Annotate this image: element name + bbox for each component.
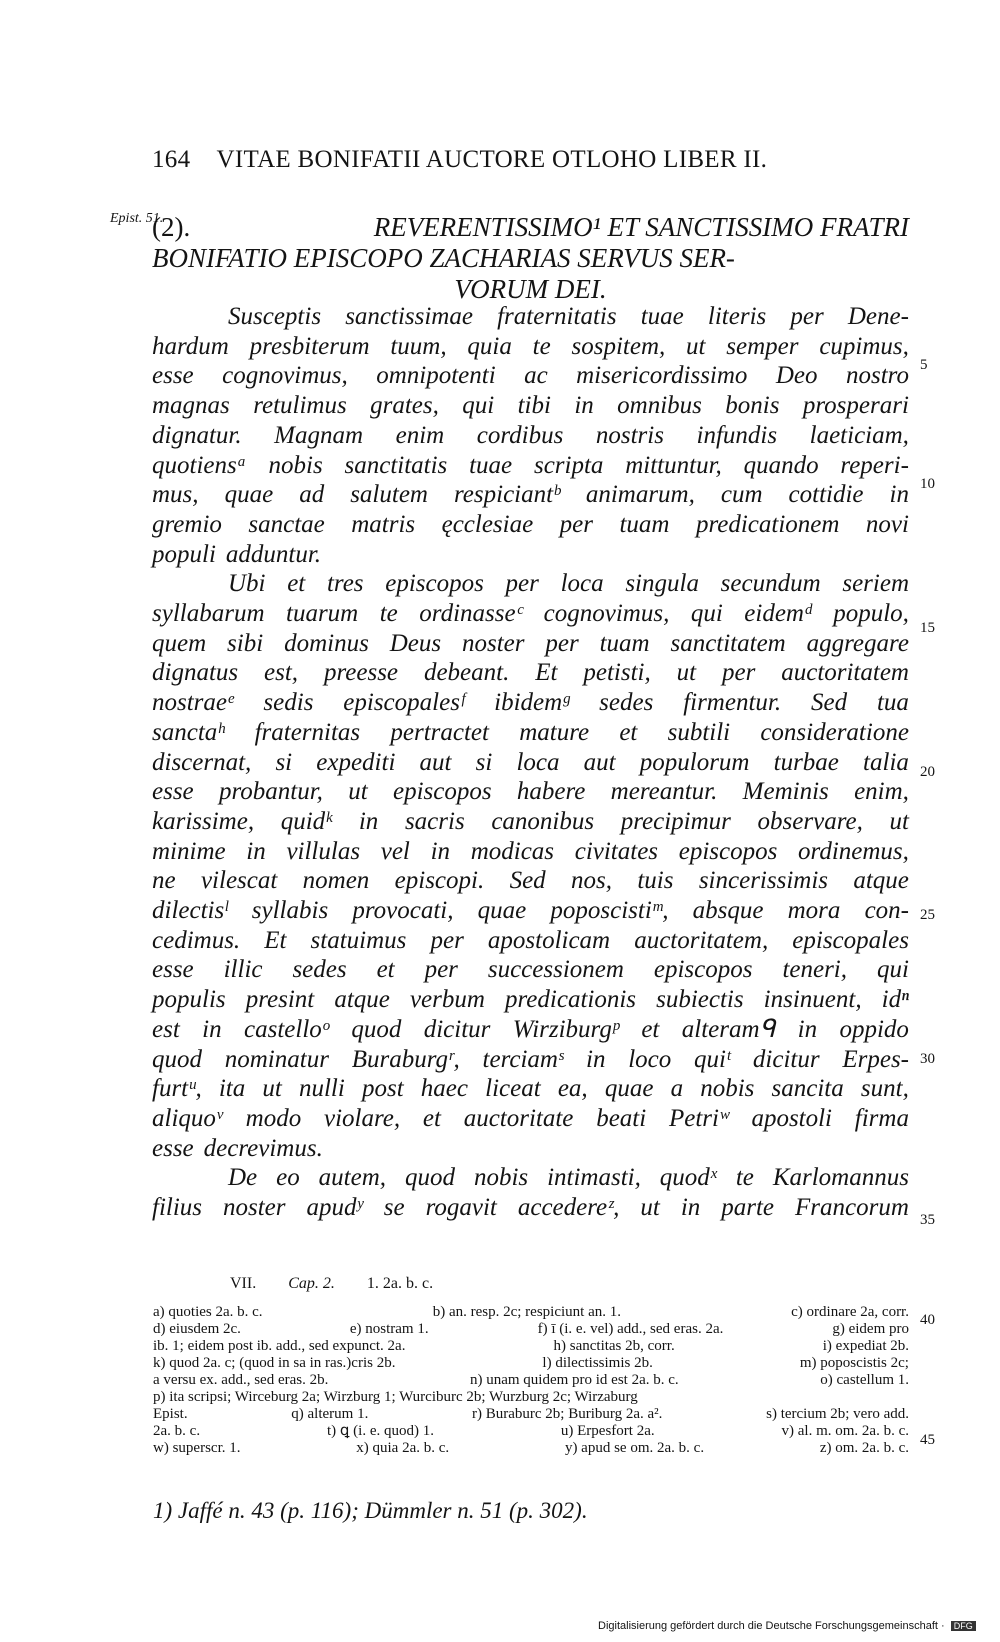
credit-text: Digitalisierung gefördert durch die Deutsche Forschungsgemeinschaft · bbox=[598, 1620, 945, 1632]
text-line: esse decrevimus. bbox=[152, 1134, 323, 1162]
text-line: gremio sanctae matris ęcclesiae per tuam predicationem novi bbox=[152, 510, 909, 538]
running-title: VITAE BONIFATII AUCTORE OTLOHO LIBER II. bbox=[216, 146, 768, 173]
text-line: ne vilescat nomen episcopi. Sed nos, tuis sincerissimis atque bbox=[152, 867, 909, 895]
text-line: hardum presbiterum tuum, quia te sospitem, ut semper cupimus, bbox=[152, 332, 909, 360]
apparatus-line: p) ita scripsi; Wirceburg 2a; Wirzburg 1; Wurciburc 2b; Wurzburg 2c; Wirzaburg bbox=[153, 1389, 638, 1405]
line-number: 35 bbox=[920, 1212, 935, 1228]
text-line: quod nominatur Buraburgʳ, terciamˢ in loco quiᵗ dicitur Erpes- bbox=[152, 1045, 909, 1073]
text-line: aliquoᵛ modo violare, et auctoritate beati Petriʷ apostoli firma bbox=[152, 1104, 909, 1132]
text-line: minime in villulas vel in modicas civitates episcopos ordinemus, bbox=[152, 837, 909, 865]
apparatus-line: 2a. b. c. t) ꝗ (i. e. quod) 1. u) Erpesfort 2a. v) al. m. om. 2a. b. c. bbox=[153, 1423, 909, 1439]
text-line: quem sibi dominus Deus noster per tuam sanctitatem aggregare bbox=[152, 629, 909, 657]
footnote: 1) Jaffé n. 43 (p. 116); Dümmler n. 51 (p. 302). bbox=[153, 1498, 588, 1523]
title-line bbox=[152, 243, 909, 274]
letter-title bbox=[152, 212, 909, 305]
apparatus-line: d) eiusdem 2c. e) nostram 1. f) ī (i. e. vel) add., sed eras. 2a. g) eidem pro bbox=[153, 1321, 909, 1337]
apparatus-line: ib. 1; eidem post ib. add., sed expunct. 2a. h) sanctitas 2b, corr. i) expediat 2b. bbox=[153, 1338, 909, 1354]
text-line: nostraeᵉ sedis episcopalesᶠ ibidemᵍ sedes firmentur. Sed tua bbox=[152, 689, 909, 717]
margin-reference: Epist. 51. bbox=[110, 211, 164, 226]
line-number: 5 bbox=[920, 357, 928, 373]
apparatus-line: a versu ex. add., sed eras. 2b. n) unam quidem pro id est 2a. b. c. o) castellum 1. bbox=[153, 1372, 909, 1388]
line-number: 25 bbox=[920, 907, 935, 923]
text-line: cedimus. Et statuimus per apostolicam auctoritatem, episcopales bbox=[152, 926, 909, 954]
text-line: dignatus est, preesse debeant. Et petisti, ut per auctoritatem bbox=[152, 659, 909, 687]
text-line: magnas retulimus grates, qui tibi in omnibus bonis prosperari bbox=[152, 392, 909, 420]
line-number: 40 bbox=[920, 1312, 935, 1328]
apparatus-line: w) superscr. 1. x) quia 2a. b. c. y) apud se om. 2a. b. c. z) om. 2a. b. c. bbox=[153, 1440, 909, 1456]
apparatus-line: Epist. q) alterum 1. r) Buraburc 2b; Buriburg 2a. a². s) tercium 2b; vero add. bbox=[153, 1406, 909, 1422]
text-line: populi adduntur. bbox=[152, 540, 322, 568]
text-line: esse cognovimus, omnipotenti ac misericordissimo Deo nostro bbox=[152, 362, 909, 390]
apparatus-line: a) quoties 2a. b. c. b) an. resp. 2c; respiciunt an. 1. c) ordinare 2a, corr. bbox=[153, 1304, 909, 1320]
text-line: sanctaʰ fraternitas pertractet mature et subtili consideratione bbox=[152, 718, 909, 746]
text-line: syllabarum tuarum te ordinasseᶜ cognovimus, qui eidemᵈ populo, bbox=[152, 600, 909, 627]
line-number: 20 bbox=[920, 764, 935, 780]
source-part: 1. 2a. b. c. bbox=[366, 1275, 434, 1292]
source-part: VII. bbox=[230, 1275, 257, 1292]
dfg-logo: DFG bbox=[951, 1621, 976, 1631]
text-line: populis presint atque verbum predicationis subiectis insinuent, idⁿ bbox=[152, 986, 909, 1014]
text-line: quotiensᵃ nobis sanctitatis tuae scripta mittuntur, quando reperi- bbox=[152, 451, 909, 479]
page-number: 164 bbox=[152, 146, 191, 173]
line-number: 15 bbox=[920, 620, 935, 636]
text-line: furtᵘ, ita ut nulli post haec liceat ea, quae a nobis sancita sunt, bbox=[152, 1075, 909, 1103]
text-line: est in castelloᵒ quod dicitur Wirziburgᵖ et alteramᑫ in oppido bbox=[152, 1015, 909, 1043]
text-line: karissime, quidᵏ in sacris canonibus precipimur observare, ut bbox=[152, 807, 909, 835]
text-line: discernat, si expediti aut si loca aut populorum turbae talia bbox=[152, 748, 909, 776]
title-line bbox=[152, 274, 909, 305]
text-line: dilectisˡ syllabis provocati, quae poposcistiᵐ, absque mora con- bbox=[152, 897, 909, 924]
text-line: dignatur. Magnam enim cordibus nostris infundis laeticiam, bbox=[152, 421, 909, 449]
apparatus-line: k) quod 2a. c; (quod in sa in ras.)cris 2b. l) dilectissimis 2b. m) poposcistis 2c; bbox=[153, 1355, 909, 1371]
source-part: Cap. 2. bbox=[288, 1275, 335, 1292]
line-number: 30 bbox=[920, 1051, 935, 1067]
letter-number: (2). bbox=[152, 212, 191, 242]
running-header bbox=[152, 146, 832, 174]
title-text: BONIFATIO EPISCOPO ZACHARIAS SERVUS SER- bbox=[152, 243, 735, 273]
line-number: 10 bbox=[920, 476, 935, 492]
line-number: 45 bbox=[920, 1432, 935, 1448]
text-line: De eo autem, quod nobis intimasti, quodˣ te Karlomannus bbox=[228, 1164, 909, 1192]
text-line: esse illic sedes et per successionem episcopos teneri, qui bbox=[152, 956, 909, 984]
title-text: VORUM DEI. bbox=[454, 274, 607, 304]
text-line: mus, quae ad salutem respiciantᵇ animarum, cum cottidie in bbox=[152, 481, 909, 509]
text-line: Susceptis sanctissimae fraternitatis tuae literis per Dene- bbox=[228, 303, 909, 330]
text-line: filius noster apudʸ se rogavit accedereᶻ, ut in parte Francorum bbox=[152, 1194, 909, 1221]
title-line bbox=[152, 212, 909, 243]
text-line: Ubi et tres episcopos per loca singula secundum seriem bbox=[228, 570, 909, 598]
digitization-credit bbox=[598, 1620, 976, 1632]
text-line: esse probantur, ut episcopos habere mereantur. Meminis enim, bbox=[152, 778, 909, 806]
source-reference bbox=[230, 1275, 461, 1293]
title-text: REVERENTISSIMO¹ ET SANCTISSIMO FRATRI bbox=[373, 212, 909, 242]
